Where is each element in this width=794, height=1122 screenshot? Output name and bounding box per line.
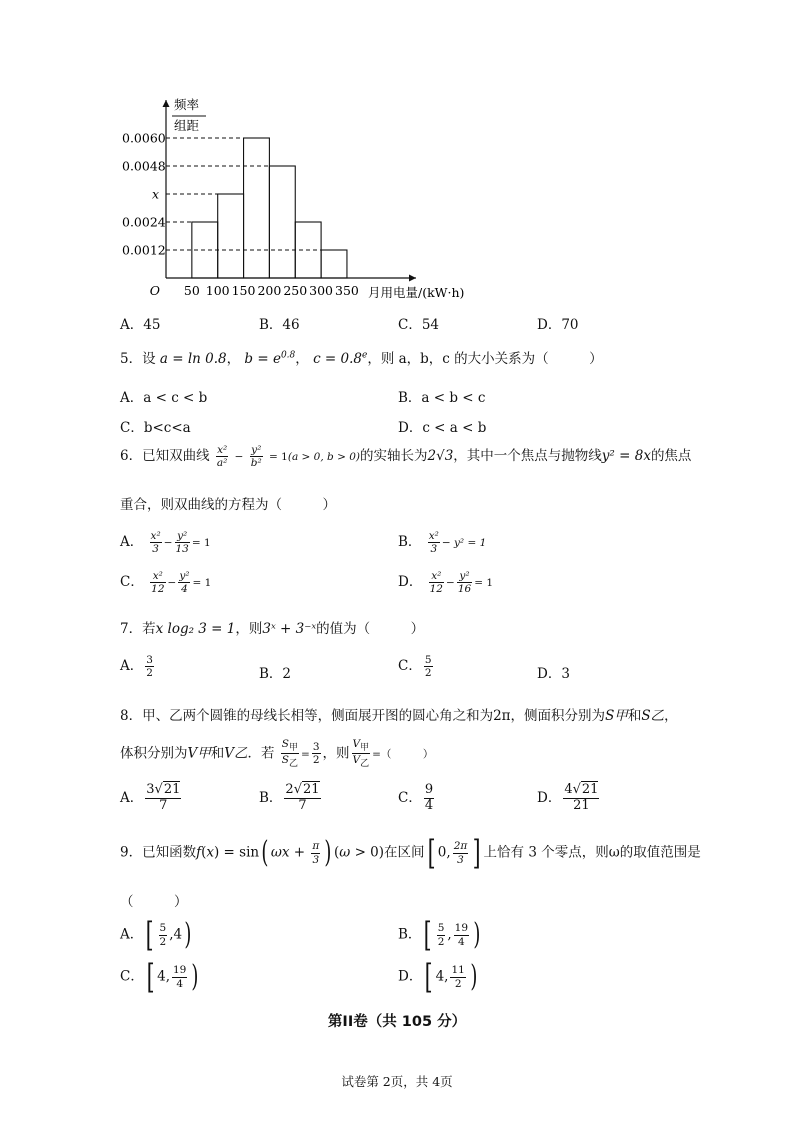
histogram-bar: [321, 250, 347, 278]
question-7: [120, 617, 424, 637]
q8-and: 和: [627, 708, 642, 724]
q8-then: ，则: [322, 745, 350, 762]
q8-option-a-label: A．: [120, 789, 144, 806]
x-tick-label: 250: [283, 283, 308, 298]
q7-tail: 的值为（ ）: [316, 621, 425, 637]
q6-option-d[interactable]: D． $\frac{\text{x²}}{12}$ − $\frac{\text{y²}}{16}$ = 1: [398, 570, 494, 596]
section-title: 第II卷（共 105 分）: [327, 1014, 467, 1030]
q5-a: a = ln 0.8: [159, 351, 227, 367]
q9-number: 9．已知函数: [120, 844, 197, 861]
q5-c-exp: e: [362, 350, 368, 361]
y-tick-label: x: [152, 186, 160, 202]
q7-option-c[interactable]: C． $\frac{5}{2}$: [398, 654, 432, 680]
q4-option-a[interactable]: A．45: [120, 317, 161, 333]
q8-v-yi: V乙: [224, 745, 248, 762]
q9-option-a[interactable]: A．[ $\frac{5}{2}$ ,4): [120, 915, 192, 955]
y-tick-label: 0.0060: [122, 130, 166, 146]
q6-option-a[interactable]: A． $\frac{\text{x²}}{3}$ − $\frac{\text{y²}}{13}$ = 1: [120, 530, 211, 556]
q8-v-jia: V甲: [187, 745, 211, 762]
q8-option-c-label: C．: [398, 789, 422, 806]
q6-option-d-label: D．: [398, 574, 423, 591]
x-axis-label: 月用电量/(kW·h): [368, 285, 465, 300]
q8-s-yi: S乙: [641, 708, 665, 724]
q6-y2-over-b2: $\frac{\text{y²}}{\text{b²}}$: [250, 444, 262, 470]
q7-option-a-label: A．: [120, 658, 144, 675]
q8-option-d-label: D．: [537, 789, 562, 806]
y-tick-label: 0.0024: [122, 214, 166, 230]
x-tick-label: 350: [335, 283, 359, 298]
q8-option-b-label: B．: [259, 789, 283, 806]
y-axis-label-bottom: 组距: [174, 118, 200, 133]
q8-if: ．若: [247, 745, 275, 762]
q8-option-a[interactable]: A． $\frac{3√21}{7}$: [120, 782, 181, 813]
q6-option-a-label: A．: [120, 534, 144, 551]
q8-s-ratio: $\frac{\text{S甲}}{\text{S乙}}$: [281, 738, 299, 770]
q7-expression: 3ˣ + 3⁻ˣ: [262, 621, 317, 637]
q4-option-c[interactable]: C．54: [398, 317, 440, 333]
q7-option-c-label: C．: [398, 658, 422, 675]
q5-b: [244, 351, 295, 367]
q7-condition: x log₂ 3 = 1: [155, 621, 236, 637]
q9-mid: 在区间: [384, 844, 425, 861]
q6-option-b-label: B．: [398, 534, 422, 551]
q4-option-d[interactable]: D．70: [537, 317, 579, 333]
q7-option-d[interactable]: D．3: [537, 666, 570, 682]
q9-option-d[interactable]: D．[ 4, $\frac{11}{2}$ ): [398, 957, 478, 997]
q9-option-d-label: D．: [398, 968, 423, 985]
question-6-line-2: 重合，则双曲线的方程为（ ）: [120, 497, 336, 513]
q6-axis-length: 2√3: [427, 448, 454, 465]
q4-option-b[interactable]: B．46: [259, 317, 300, 333]
question-8-line-1: 8．甲、乙两个圆锥的母线长相等，侧面展开图的圆心角之和为2π，侧面积分别为S甲和S乙，: [120, 708, 678, 724]
x-tick-label: 150: [231, 283, 256, 298]
q5-b-base: b = e: [244, 351, 281, 367]
q6-x2-over-a2: $\frac{\text{x²}}{\text{a²}}$: [216, 444, 228, 470]
q9-option-c-label: C．: [120, 968, 144, 985]
question-6-line-1: 6．已知双曲线 $\frac{\text{x²}}{\text{a²}}$ − $\frac{\text{y²}}{\text{b²}}$ = 1(a > 0, b > 0)的实轴长为2√3，其中一个焦点与抛物线y² = 8x的焦点: [120, 444, 692, 470]
histogram-bar: [269, 166, 295, 278]
x-tick-label: 100: [205, 283, 230, 298]
q8-and-2: 和: [210, 745, 225, 762]
x-tick-label: 50: [183, 283, 200, 298]
q6-parabola: y² = 8x: [601, 448, 651, 465]
q5-option-b[interactable]: B．a < b < c: [398, 390, 486, 406]
q5-c-base: c = 0.8: [313, 351, 362, 367]
y-tick-label: 0.0048: [122, 158, 166, 174]
q8-v-ratio: $\frac{\text{V甲}}{\text{V乙}}$: [352, 738, 370, 770]
x-tick-label: 300: [309, 283, 334, 298]
q7-option-b[interactable]: B．2: [259, 666, 292, 682]
q7-number: 7．若: [120, 621, 156, 637]
q5-tail: ，则 a，b，c 的大小关系为（ ）: [367, 351, 603, 367]
q9-option-b-label: B．: [398, 926, 422, 943]
q8-s-jia: S甲: [605, 708, 628, 724]
q5-b-exp: 0.8: [280, 350, 296, 361]
page-footer: 试卷第 2页，共 4页: [341, 1074, 453, 1089]
q9-tail: 上恰有 3 个零点，则ω的取值范围是: [483, 844, 701, 861]
q6-option-c-label: C．: [120, 574, 144, 591]
question-5: 5．设 a = ln 0.8， $b = e^{0.8}$， c = 0.8$^e$，则 a，b，c 的大小关系为（ ）: [120, 350, 603, 367]
q6-option-b[interactable]: B． $\frac{\text{x²}}{3}$ − y² = 1: [398, 530, 487, 556]
y-axis-label-top: 频率: [174, 97, 200, 112]
question-9-line-1: 9．已知函数f(x) = sin( ωx + $\frac{\pi}{3}$ ) (ω > 0)在区间[ 0, $\frac{2\pi}{3}$ ] 上恰有 3 个零点，则ω的取值范围是: [120, 833, 701, 873]
q9-option-b[interactable]: B．[ $\frac{5}{2}$ , $\frac{19}{4}$ ): [398, 915, 481, 955]
q7-option-a[interactable]: A． $\frac{3}{2}$: [120, 654, 153, 680]
q6-mid: 的实轴长为: [360, 448, 428, 465]
histogram-bar: [244, 138, 270, 278]
q8-option-b[interactable]: B． $\frac{2√21}{7}$: [259, 782, 320, 813]
question-8-line-2: 体积分别为V甲和V乙．若 $\frac{\text{S甲}}{\text{S乙}}$ = $\frac{3}{2}$ ，则 $\frac{\text{V甲}}{\text{V乙}}$ =（ ）: [120, 738, 434, 770]
q5-option-d[interactable]: D．c < a < b: [398, 420, 487, 436]
q9-option-c[interactable]: C．[ 4, $\frac{19}{4}$ ): [120, 957, 199, 997]
q6-condition: (a > 0, b > 0): [287, 451, 361, 464]
q8-text: 8．甲、乙两个圆锥的母线长相等，侧面展开图的圆心角之和为2π，侧面积分别为: [120, 708, 606, 724]
q6-tail: ，其中一个焦点与抛物线: [453, 448, 602, 465]
q5-option-c[interactable]: C．b<c<a: [120, 420, 191, 436]
q5-c: [313, 351, 367, 367]
question-9-line-2: （ ）: [120, 894, 188, 910]
x-tick-label: 200: [257, 283, 282, 298]
q6-number: 6．已知双曲线: [120, 448, 210, 465]
q7-mid: ，则: [235, 621, 263, 637]
y-tick-label: 0.0012: [122, 242, 166, 258]
q8-option-d[interactable]: D． $\frac{4√21}{21}$: [537, 782, 599, 813]
histogram-chart: [0, 0, 794, 310]
histogram-bar: [218, 194, 244, 278]
q6-option-c[interactable]: C． $\frac{\text{x²}}{12}$ − $\frac{\text{y²}}{4}$ = 1: [120, 570, 212, 596]
q5-option-a[interactable]: A．a < c < b: [120, 390, 208, 406]
q8-volume-text: 体积分别为: [120, 745, 188, 762]
q5-number: 5．设: [120, 351, 156, 367]
origin-label: O: [149, 283, 160, 298]
q8-option-c[interactable]: C． $\frac{9}{4}$: [398, 782, 434, 813]
q6-tail-2: 的焦点: [650, 448, 692, 465]
q9-option-a-label: A．: [120, 926, 144, 943]
